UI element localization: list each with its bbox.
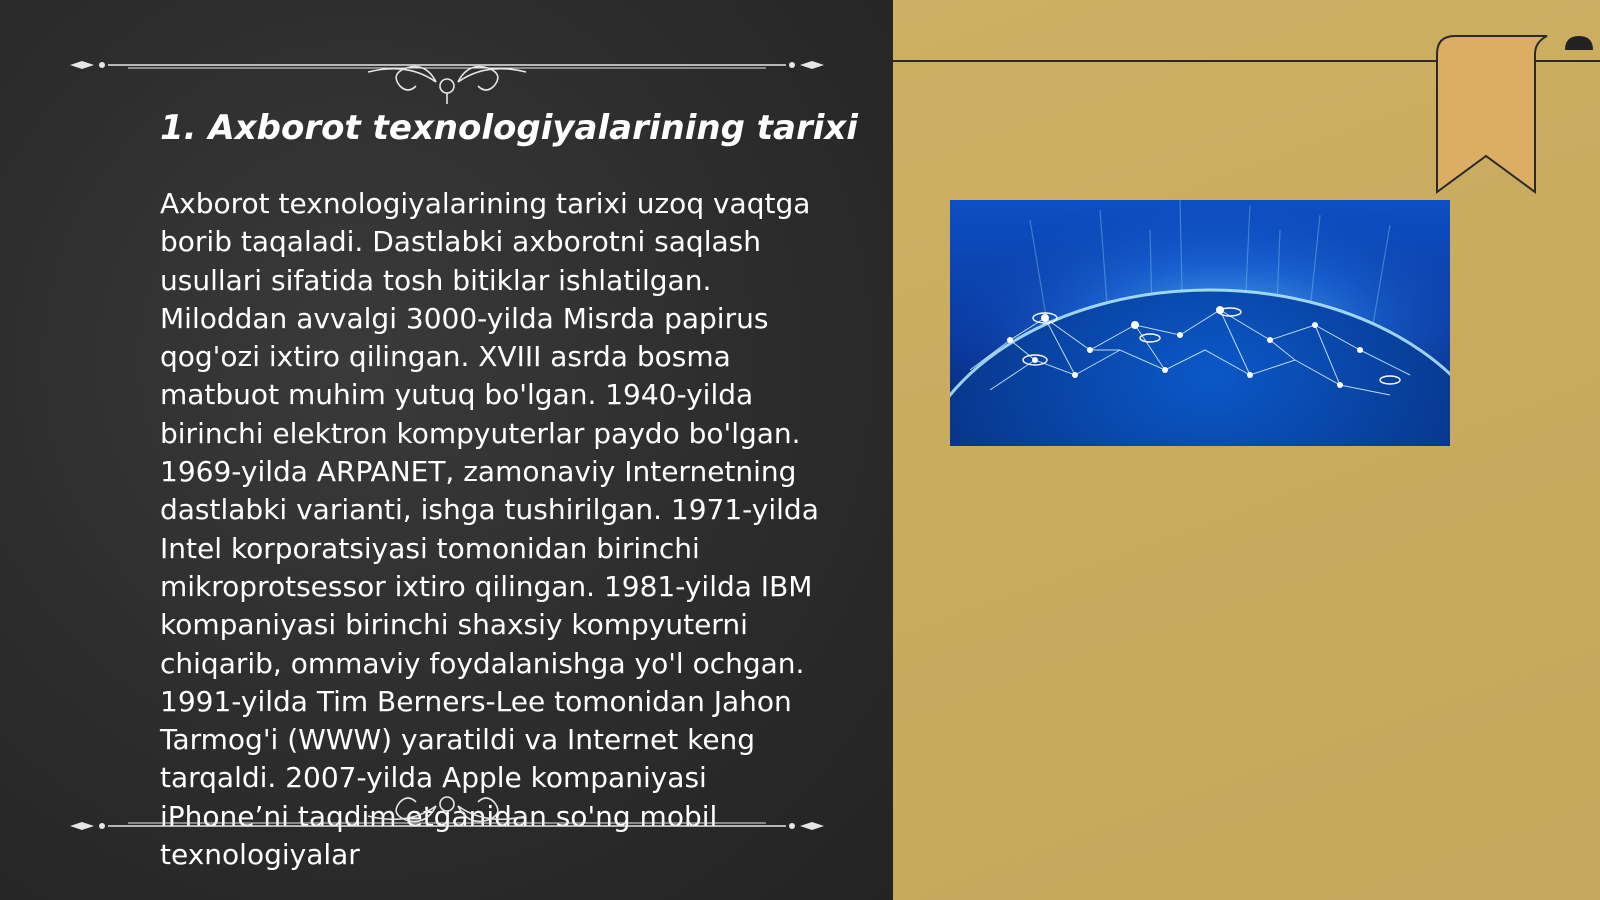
bookmark-ribbon-icon xyxy=(1435,34,1595,200)
slide-body-text: Axborot texnologiyalarining tarixi uzoq vaqtga borib taqaladi. Dastlabki axborotni saqlash usullari sifatida tosh bitiklar ishlatilgan. Miloddan avvalgi 3000-yilda Misrda papirus qog'ozi ixtiro qilingan. XVIII asrda bosma matbuot muhim yutuq bo'lgan. 1940-yilda birinchi elektron kompyuterlar paydo bo'lgan. 1969-yilda ARPANET, zamonaviy Internetning dastlabki varianti, ishga tushirilgan. 1971-yilda Intel korporatsiyasi tomonidan birinchi mikroprotsessor ixtiro qilingan. 1981-yilda IBM kompaniyasi birinchi shaxsiy kompyuterni chiqarib, ommaviy foydalanishga yo'l ochgan. 1991-yilda Tim Berners-Lee tomonidan Jahon Tarmog'i (WWW) yaratildi va Internet keng tarqaldi. 2007-yilda Apple kompaniyasi iPhone’ni taqdim etganidan so'ng mobil texnologiyalar xyxy=(160,187,819,872)
slide-title: 1. Axborot texnologiyalarining tarixi xyxy=(160,108,858,148)
network-globe-image xyxy=(950,200,1450,446)
bottom-ornament-icon xyxy=(68,786,826,846)
top-ornament-icon xyxy=(68,44,826,104)
